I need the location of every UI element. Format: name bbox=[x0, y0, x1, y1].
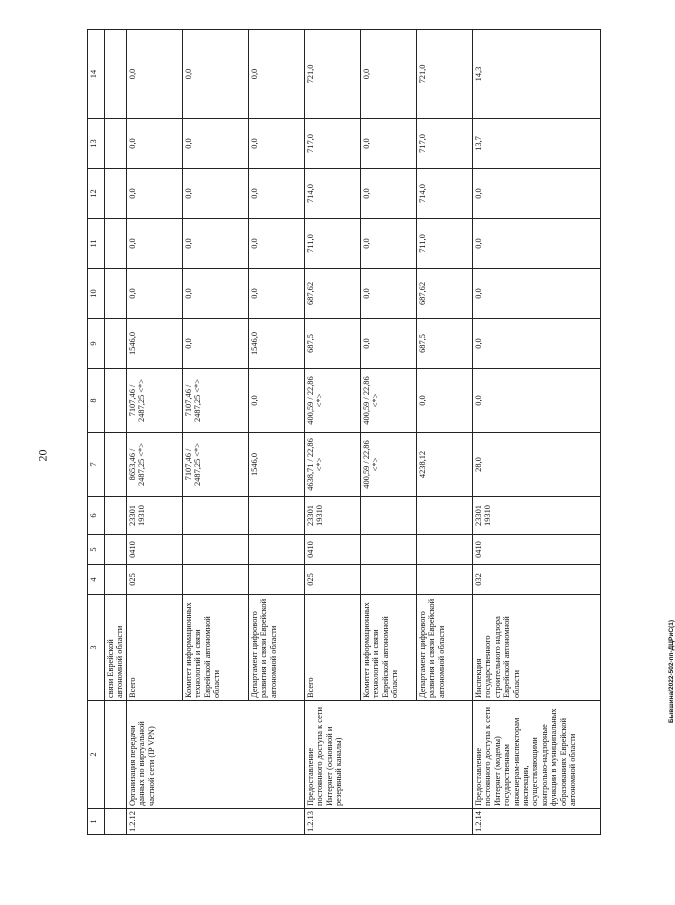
cell: 0,0 bbox=[249, 119, 305, 169]
org-cell: Инспекция государственного строительного надзора Еврейской автономной области bbox=[473, 595, 601, 701]
cell: 0,0 bbox=[361, 219, 417, 269]
org-cell: Департамент цифрового развития и связи Еврейской автономной области bbox=[417, 595, 473, 701]
cell: 687,62 bbox=[305, 269, 361, 319]
cell: 0,0 bbox=[473, 169, 601, 219]
cell: 23301 19310 bbox=[127, 497, 183, 535]
table-row bbox=[127, 30, 183, 835]
cell: 0,0 bbox=[127, 169, 183, 219]
col-header: 11 bbox=[88, 219, 105, 269]
cell: 0,0 bbox=[473, 369, 601, 433]
cell: 0,0 bbox=[127, 30, 183, 119]
col-header: 1 bbox=[88, 809, 105, 835]
org-cell: Всего bbox=[305, 595, 361, 701]
header-row bbox=[88, 30, 105, 835]
cell: 28,0 bbox=[473, 433, 601, 497]
table-row bbox=[305, 30, 361, 835]
row-name: Предоставление постоянного доступа к сети Интернет (основной и резервный каналы) bbox=[305, 701, 473, 809]
cell: 0,0 bbox=[183, 30, 249, 119]
cell: 0,0 bbox=[183, 319, 249, 369]
table-row bbox=[473, 30, 601, 835]
cell: 0,0 bbox=[361, 169, 417, 219]
cell: 0,0 bbox=[127, 219, 183, 269]
cell: 0,0 bbox=[249, 169, 305, 219]
cell: 0,0 bbox=[361, 30, 417, 119]
cell: 0,0 bbox=[249, 219, 305, 269]
cell: 711,0 bbox=[417, 219, 473, 269]
row-id: 1.2.14 bbox=[473, 809, 601, 835]
cell: 0,0 bbox=[361, 319, 417, 369]
cell: 032 bbox=[473, 565, 601, 595]
col-header: 14 bbox=[88, 30, 105, 119]
cell: 0,0 bbox=[127, 269, 183, 319]
cell: 025 bbox=[127, 565, 183, 595]
col-header: 3 bbox=[88, 595, 105, 701]
cell: 0,0 bbox=[361, 119, 417, 169]
cell: 0,0 bbox=[127, 119, 183, 169]
col-header: 13 bbox=[88, 119, 105, 169]
rotated-table-wrapper bbox=[87, 40, 612, 835]
cell: 14,3 bbox=[473, 30, 601, 119]
cell: 025 bbox=[305, 565, 361, 595]
col-header: 6 bbox=[88, 497, 105, 535]
cell: 13,7 bbox=[473, 119, 601, 169]
budget-table bbox=[87, 29, 601, 835]
org-cell: Департамент цифрового развития и связи Еврейской автономной области bbox=[249, 595, 305, 701]
org-cell: Всего bbox=[127, 595, 183, 701]
cell: 717,0 bbox=[305, 119, 361, 169]
cell: 23301 19310 bbox=[305, 497, 361, 535]
cell: 0,0 bbox=[183, 219, 249, 269]
cell: 0,0 bbox=[249, 269, 305, 319]
row-id: 1.2.13 bbox=[305, 809, 473, 835]
col-header: 4 bbox=[88, 565, 105, 595]
cell: 0,0 bbox=[183, 119, 249, 169]
cell: 0,0 bbox=[473, 219, 601, 269]
cell: 400,59 / 22,86 <*> bbox=[361, 369, 417, 433]
cell: 7107,46 / 2487,25 <*> bbox=[127, 369, 183, 433]
org-cell: Комитет информационных технологий и связи Еврейской автономной области bbox=[183, 595, 249, 701]
cell: 0410 bbox=[473, 535, 601, 565]
cell: 0,0 bbox=[361, 269, 417, 319]
org-cell: Комитет информационных технологий и связи Еврейской автономной области bbox=[361, 595, 417, 701]
cell: 711,0 bbox=[305, 219, 361, 269]
cell: 4238,12 bbox=[417, 433, 473, 497]
cell: 721,0 bbox=[417, 30, 473, 119]
cell: 23301 19310 bbox=[473, 497, 601, 535]
col-header: 7 bbox=[88, 433, 105, 497]
cell: 0410 bbox=[305, 535, 361, 565]
cell: 0,0 bbox=[249, 369, 305, 433]
cell: 687,62 bbox=[417, 269, 473, 319]
col-header: 5 bbox=[88, 535, 105, 565]
cell: 1546,0 bbox=[249, 319, 305, 369]
cell: 0,0 bbox=[183, 169, 249, 219]
cell: 0,0 bbox=[473, 269, 601, 319]
row-id: 1.2.12 bbox=[127, 809, 305, 835]
cell: 0,0 bbox=[417, 369, 473, 433]
cell: 0410 bbox=[127, 535, 183, 565]
cell: 7107,46 / 2487,25 <*> bbox=[183, 433, 249, 497]
cell: 714,0 bbox=[417, 169, 473, 219]
cell: 1546,0 bbox=[127, 319, 183, 369]
row-name: Организация передачи данных по виртуальной частной сети (IP VPN) bbox=[127, 701, 305, 809]
remnant-row bbox=[105, 30, 127, 835]
row-name: Предоставление постоянного доступа к сети Интернет (модемы) государственным инженерам-инспекторам инспекции, осуществляющими контрольно-надзорные функции в муниципальных образованиях Еврейской автономной области bbox=[473, 701, 601, 809]
cell: 8653,46 / 2487,25 <*> bbox=[127, 433, 183, 497]
cell: 400,59 / 22,86 <*> bbox=[361, 433, 417, 497]
table-stage bbox=[87, 40, 612, 835]
cell: 714,0 bbox=[305, 169, 361, 219]
page-number: 20 bbox=[35, 449, 50, 462]
col-header: 8 bbox=[88, 369, 105, 433]
cell: 1546,0 bbox=[249, 433, 305, 497]
document-footer: Бывшина/2022-502-пп-ДЦРиС(1) bbox=[667, 620, 675, 723]
cell: 4638,71 / 22,86 <*> bbox=[305, 433, 361, 497]
cell: 717,0 bbox=[417, 119, 473, 169]
cell: 7107,46 / 2487,25 <*> bbox=[183, 369, 249, 433]
cell: 0,0 bbox=[473, 319, 601, 369]
cell: 687,5 bbox=[417, 319, 473, 369]
col-header: 9 bbox=[88, 319, 105, 369]
remnant-text: связи Еврейской автономной области bbox=[105, 595, 127, 701]
col-header: 12 bbox=[88, 169, 105, 219]
col-header: 10 bbox=[88, 269, 105, 319]
cell: 687,5 bbox=[305, 319, 361, 369]
cell: 0,0 bbox=[183, 269, 249, 319]
cell: 721,0 bbox=[305, 30, 361, 119]
cell: 0,0 bbox=[249, 30, 305, 119]
col-header: 2 bbox=[88, 701, 105, 809]
cell: 400,59 / 22,86 <*> bbox=[305, 369, 361, 433]
